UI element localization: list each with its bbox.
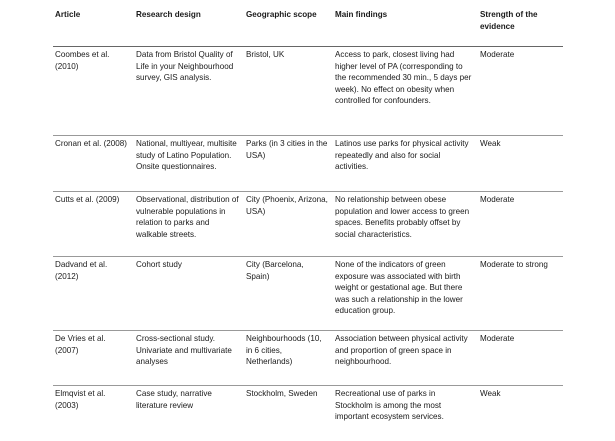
cell-strength [478, 136, 563, 192]
cell-strength [478, 386, 563, 423]
cell-article-text: Coombes et al. (2010) [55, 50, 110, 71]
cell-main-findings [333, 136, 478, 192]
cell-geographic-scope-text: Stockholm, Sweden [246, 389, 318, 398]
cell-article [53, 192, 134, 257]
table-row [53, 257, 563, 331]
cell-geographic-scope [244, 47, 333, 136]
table-row [53, 192, 563, 257]
table-header [53, 9, 563, 47]
cell-strength [478, 192, 563, 257]
cell-article-text: Elmqvist et al. (2003) [55, 389, 106, 410]
header-row [53, 9, 563, 47]
cell-main-findings-text: Access to park, closest living had higher level of PA (corresponding to the recommended 30 min., 5 days per week). No effect on obesity when controlled for confounders. [335, 50, 472, 106]
cell-geographic-scope-text: Bristol, UK [246, 50, 285, 59]
header-geographic-scope: Geographic scope [244, 9, 333, 47]
cell-geographic-scope-text: Parks (in 3 cities in the USA) [246, 139, 328, 160]
cell-article [53, 331, 134, 386]
cell-geographic-scope [244, 136, 333, 192]
cell-research-design [134, 331, 244, 386]
cell-research-design-text: Cross-sectional study. Univariate and multivariate analyses [136, 334, 232, 367]
cell-article [53, 136, 134, 192]
cell-research-design-text: National, multiyear, multisite study of Latino Population. Onsite questionnaires. [136, 139, 237, 172]
table-row [53, 386, 563, 423]
cell-strength-text: Weak [480, 139, 501, 148]
cell-geographic-scope-text: Neighbourhoods (10, in 6 cities, Netherlands) [246, 334, 322, 367]
cell-article-text: Dadvand et al. (2012) [55, 260, 108, 281]
cell-article [53, 257, 134, 331]
cell-strength [478, 331, 563, 386]
cell-geographic-scope [244, 386, 333, 423]
cell-article [53, 386, 134, 423]
cell-article-text: Cronan et al. (2008) [55, 139, 127, 148]
cell-article [53, 47, 134, 136]
cell-research-design-text: Case study, narrative literature review [136, 389, 212, 410]
cell-geographic-scope-text: City (Barcelona, Spain) [246, 260, 304, 281]
evidence-table [53, 9, 563, 423]
cell-research-design-text: Cohort study [136, 260, 182, 269]
cell-geographic-scope [244, 192, 333, 257]
table-body [53, 47, 563, 423]
cell-research-design [134, 257, 244, 331]
cell-main-findings-text: None of the indicators of green exposure was associated with birth weight or gestational age. But there was such a relationship in the lower education group. [335, 260, 463, 316]
cell-research-design [134, 386, 244, 423]
header-research-design: Research design [134, 9, 244, 47]
cell-research-design [134, 47, 244, 136]
table-row [53, 47, 563, 136]
cell-main-findings [333, 257, 478, 331]
cell-research-design-text: Observational, distribution of vulnerable populations in relation to parks and walkable streets. [136, 195, 239, 239]
cell-research-design [134, 192, 244, 257]
header-main-findings: Main findings [333, 9, 478, 47]
cell-strength [478, 257, 563, 331]
cell-research-design [134, 136, 244, 192]
cell-strength-text: Moderate [480, 334, 515, 343]
cell-research-design-text: Data from Bristol Quality of Life in your Neighbourhood survey, GIS analysis. [136, 50, 234, 83]
cell-strength-text: Weak [480, 389, 501, 398]
header-strength-of-evidence: Strength of the evidence [478, 9, 563, 47]
cell-main-findings-text: Latinos use parks for physical activity repeatedly and also for social activities. [335, 139, 469, 172]
table-row [53, 331, 563, 386]
cell-geographic-scope-text: City (Phoenix, Arizona, USA) [246, 195, 328, 216]
cell-strength [478, 47, 563, 136]
cell-strength-text: Moderate to strong [480, 260, 548, 269]
header-article: Article [53, 9, 134, 47]
cell-main-findings [333, 386, 478, 423]
cell-article-text: Cutts et al. (2009) [55, 195, 120, 204]
cell-strength-text: Moderate [480, 50, 515, 59]
cell-main-findings [333, 192, 478, 257]
cell-main-findings-text: Association between physical activity and proportion of green space in neighbourhood. [335, 334, 468, 367]
cell-main-findings [333, 47, 478, 136]
cell-main-findings [333, 331, 478, 386]
cell-article-text: De Vries et al. (2007) [55, 334, 106, 355]
cell-main-findings-text: Recreational use of parks in Stockholm is among the most important ecosystem services. [335, 389, 444, 422]
table-row [53, 136, 563, 192]
cell-main-findings-text: No relationship between obese population and lower access to green spaces. Benefits probably offset by social characteristics. [335, 195, 470, 239]
cell-strength-text: Moderate [480, 195, 515, 204]
cell-geographic-scope [244, 257, 333, 331]
cell-geographic-scope [244, 331, 333, 386]
